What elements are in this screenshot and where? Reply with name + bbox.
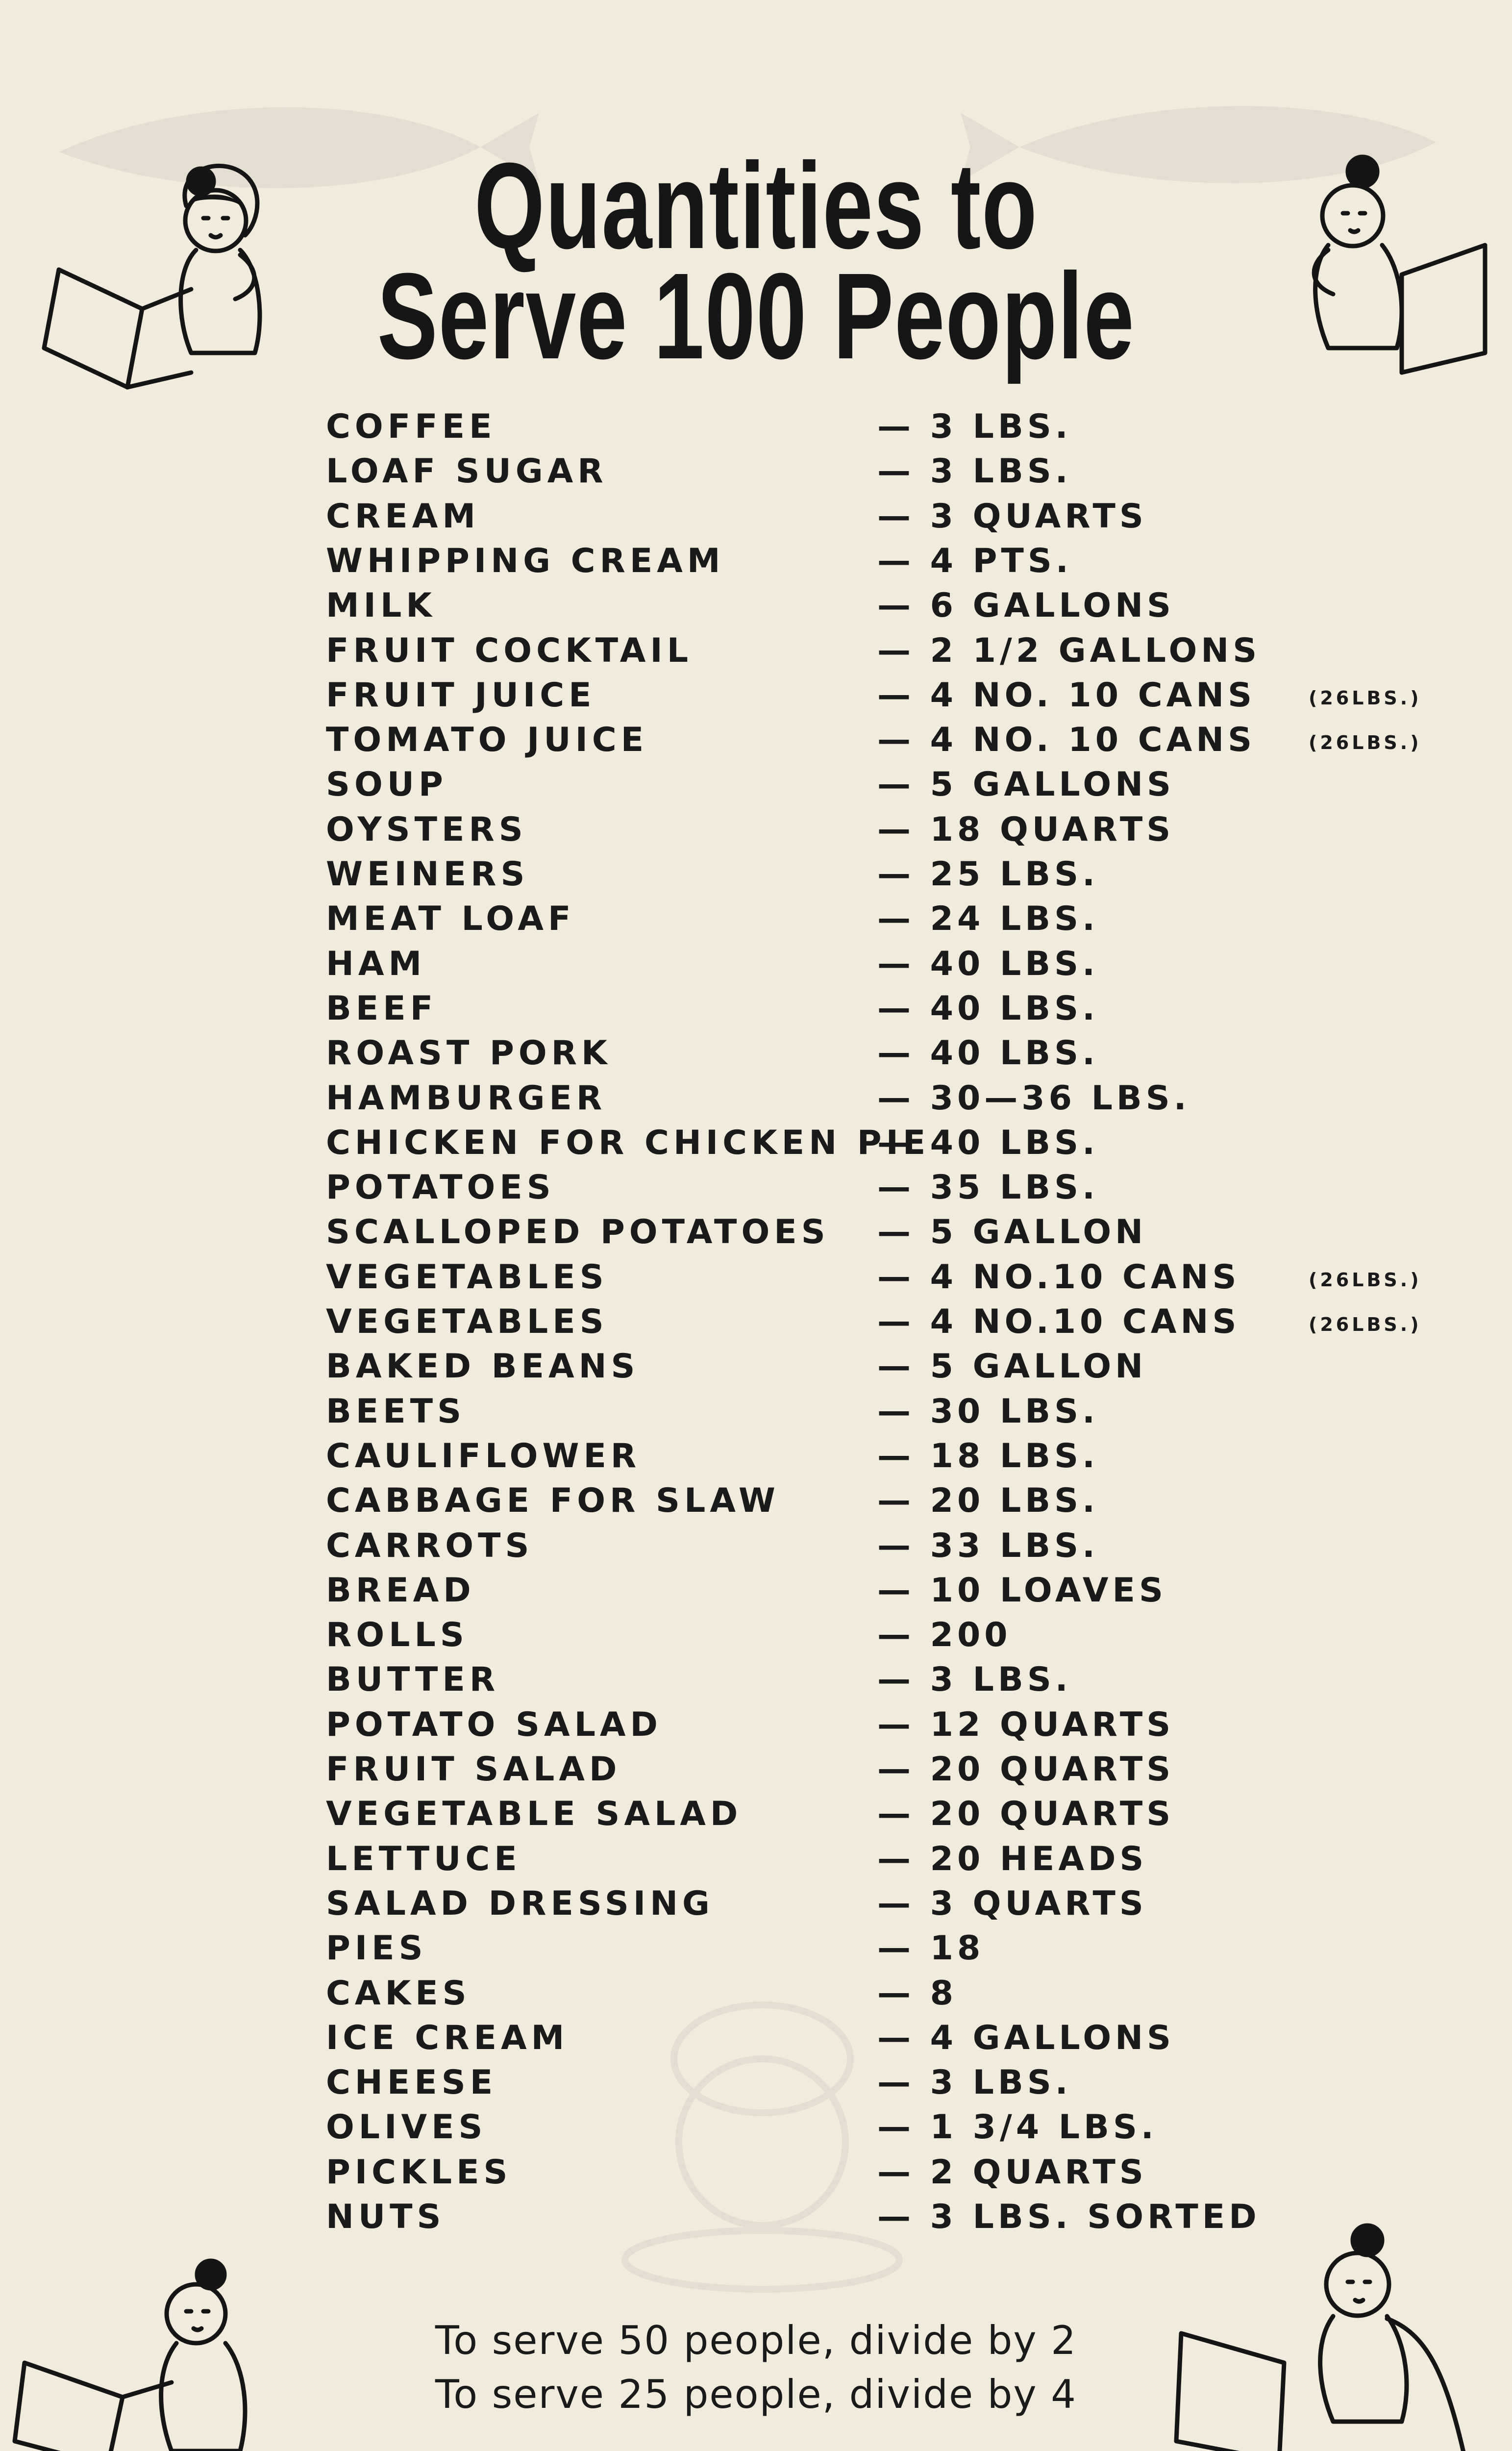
item-quantity: — 8 [877,1974,957,2013]
item-quantity: — 3 LBS. [877,2063,1072,2102]
item-quantity: — 200 [877,1616,1012,1654]
item-name: POTATOES [326,1168,555,1207]
list-item [0,1478,1512,1523]
item-name: LOAF SUGAR [326,452,608,491]
footer-note-50: To serve 50 people, divide by 2 [435,2318,1077,2363]
item-name: CABBAGE FOR SLAW [326,1481,780,1520]
item-name: WHIPPING CREAM [326,542,725,580]
item-name: COFFEE [326,407,496,446]
item-quantity: — 20 QUARTS [877,1795,1175,1833]
list-item [0,942,1512,986]
item-quantity: — 30 LBS. [877,1392,1099,1431]
list-item [0,897,1512,941]
list-item [0,404,1512,449]
item-name: TOMATO JUICE [326,721,648,759]
item-name: ROAST PORK [326,1034,612,1073]
item-quantity: — 18 QUARTS [877,810,1175,849]
item-name: BEETS [326,1392,466,1431]
item-name: OLIVES [326,2108,487,2147]
list-item [0,1434,1512,1478]
item-quantity: — 10 LOAVES [877,1571,1167,1610]
item-quantity: — 35 LBS. [877,1168,1099,1207]
list-item [0,1255,1512,1300]
item-name: CREAM [326,497,480,536]
item-name: OYSTERS [326,810,527,849]
list-item [0,1837,1512,1881]
item-name: SALAD DRESSING [326,1884,714,1923]
list-item [0,1613,1512,1657]
item-quantity: — 40 LBS. [877,1034,1099,1073]
list-item [0,1389,1512,1434]
item-quantity: — 24 LBS. [877,900,1099,938]
list-item [0,1076,1512,1121]
item-name: BEEF [326,989,438,1028]
item-name: VEGETABLE SALAD [326,1795,743,1833]
item-quantity: — 20 LBS. [877,1481,1099,1520]
item-name: MILK [326,586,436,625]
item-name: BREAD [326,1571,475,1610]
list-item [0,1121,1512,1165]
list-item [0,1747,1512,1792]
item-quantity: — 4 PTS. [877,542,1072,580]
item-name: MEAT LOAF [326,900,575,938]
item-quantity: — 3 LBS. [877,1660,1072,1699]
item-name: CAULIFLOWER [326,1437,641,1476]
list-item [0,1881,1512,1926]
list-item [0,852,1512,897]
list-item [0,449,1512,494]
item-quantity: — 4 GALLONS [877,2019,1175,2057]
item-quantity: — 20 QUARTS [877,1750,1175,1789]
item-quantity: — 33 LBS. [877,1526,1099,1565]
item-weight-note: (26LBS.) [1309,687,1422,709]
item-quantity: — 1 3/4 LBS. [877,2108,1158,2147]
list-item [0,583,1512,628]
item-quantity: — 4 NO.10 CANS [877,1302,1240,1341]
list-item [0,2195,1512,2239]
item-name: HAMBURGER [326,1079,607,1118]
item-quantity: — 25 LBS. [877,855,1099,894]
item-name: PIES [326,1929,427,1968]
list-item [0,1792,1512,1836]
list-item [0,2060,1512,2105]
item-quantity: — 30—36 LBS. [877,1079,1190,1118]
item-name: SOUP [326,765,447,804]
item-quantity: — 5 GALLON [877,1213,1147,1251]
item-quantity: — 5 GALLON [877,1347,1147,1386]
item-name: ICE CREAM [326,2019,569,2057]
item-name: FRUIT JUICE [326,676,596,715]
item-name: CARROTS [326,1526,534,1565]
list-item [0,1344,1512,1389]
item-quantity: — 18 LBS. [877,1437,1099,1476]
item-quantity: — 3 LBS. [877,407,1072,446]
item-name: LETTUCE [326,1840,521,1878]
item-quantity: — 40 LBS. [877,1124,1099,1162]
page-title-line-1: Quantities to [474,137,1038,274]
list-item [0,762,1512,807]
item-name: CAKES [326,1974,471,2013]
item-quantity: — 3 LBS. [877,452,1072,491]
item-quantity: — 18 [877,1929,985,1968]
list-item [0,2150,1512,2195]
item-name: FRUIT SALAD [326,1750,621,1789]
footer-note-25: To serve 25 people, divide by 4 [435,2372,1077,2417]
item-quantity: — 20 HEADS [877,1840,1148,1878]
page-title-line-2: Serve 100 People [377,248,1135,384]
item-weight-note: (26LBS.) [1309,732,1422,753]
item-quantity: — 4 NO. 10 CANS [877,721,1256,759]
item-name: PICKLES [326,2153,512,2192]
item-quantity: — 5 GALLONS [877,765,1175,804]
list-item [0,2016,1512,2060]
list-item [0,1524,1512,1568]
list-item [0,1300,1512,1344]
item-name: SCALLOPED POTATOES [326,1213,830,1251]
item-quantity: — 2 1/2 GALLONS [877,631,1261,670]
list-item [0,494,1512,539]
item-quantity: — 3 LBS. SORTED [877,2198,1261,2236]
item-name: VEGETABLES [326,1302,608,1341]
item-weight-note: (26LBS.) [1309,1314,1422,1335]
list-item [0,1926,1512,1971]
item-name: CHICKEN FOR CHICKEN PIE [326,1124,930,1162]
list-item [0,1702,1512,1747]
item-quantity: — 4 NO.10 CANS [877,1258,1240,1297]
item-name: ROLLS [326,1616,469,1654]
list-item [0,1165,1512,1210]
woman-with-menu-illustration-top-right [1255,127,1500,402]
list-item [0,718,1512,762]
list-item [0,539,1512,583]
list-item [0,2105,1512,2150]
item-quantity: — 40 LBS. [877,989,1099,1028]
list-item [0,807,1512,852]
list-item [0,673,1512,718]
item-name: HAM [326,945,426,983]
item-quantity: — 4 NO. 10 CANS [877,676,1256,715]
item-quantity: — 6 GALLONS [877,586,1175,625]
item-quantity: — 40 LBS. [877,945,1099,983]
list-item [0,986,1512,1031]
list-item [0,1657,1512,1702]
item-quantity: — 3 QUARTS [877,1884,1147,1923]
list-item [0,1971,1512,2016]
item-name: BAKED BEANS [326,1347,640,1386]
list-item [0,1210,1512,1254]
item-quantity: — 12 QUARTS [877,1705,1175,1744]
item-quantity: — 3 QUARTS [877,497,1147,536]
item-name: BUTTER [326,1660,500,1699]
item-name: POTATO SALAD [326,1705,662,1744]
item-name: CHEESE [326,2063,497,2102]
item-name: FRUIT COCKTAIL [326,631,693,670]
list-item [0,1031,1512,1075]
item-name: NUTS [326,2198,446,2236]
item-quantity: — 2 QUARTS [877,2153,1147,2192]
item-name: VEGETABLES [326,1258,608,1297]
list-item [0,628,1512,673]
item-weight-note: (26LBS.) [1309,1269,1422,1291]
list-item [0,1568,1512,1613]
item-name: WEINERS [326,855,529,894]
woman-with-menu-illustration-top-left [29,142,304,417]
